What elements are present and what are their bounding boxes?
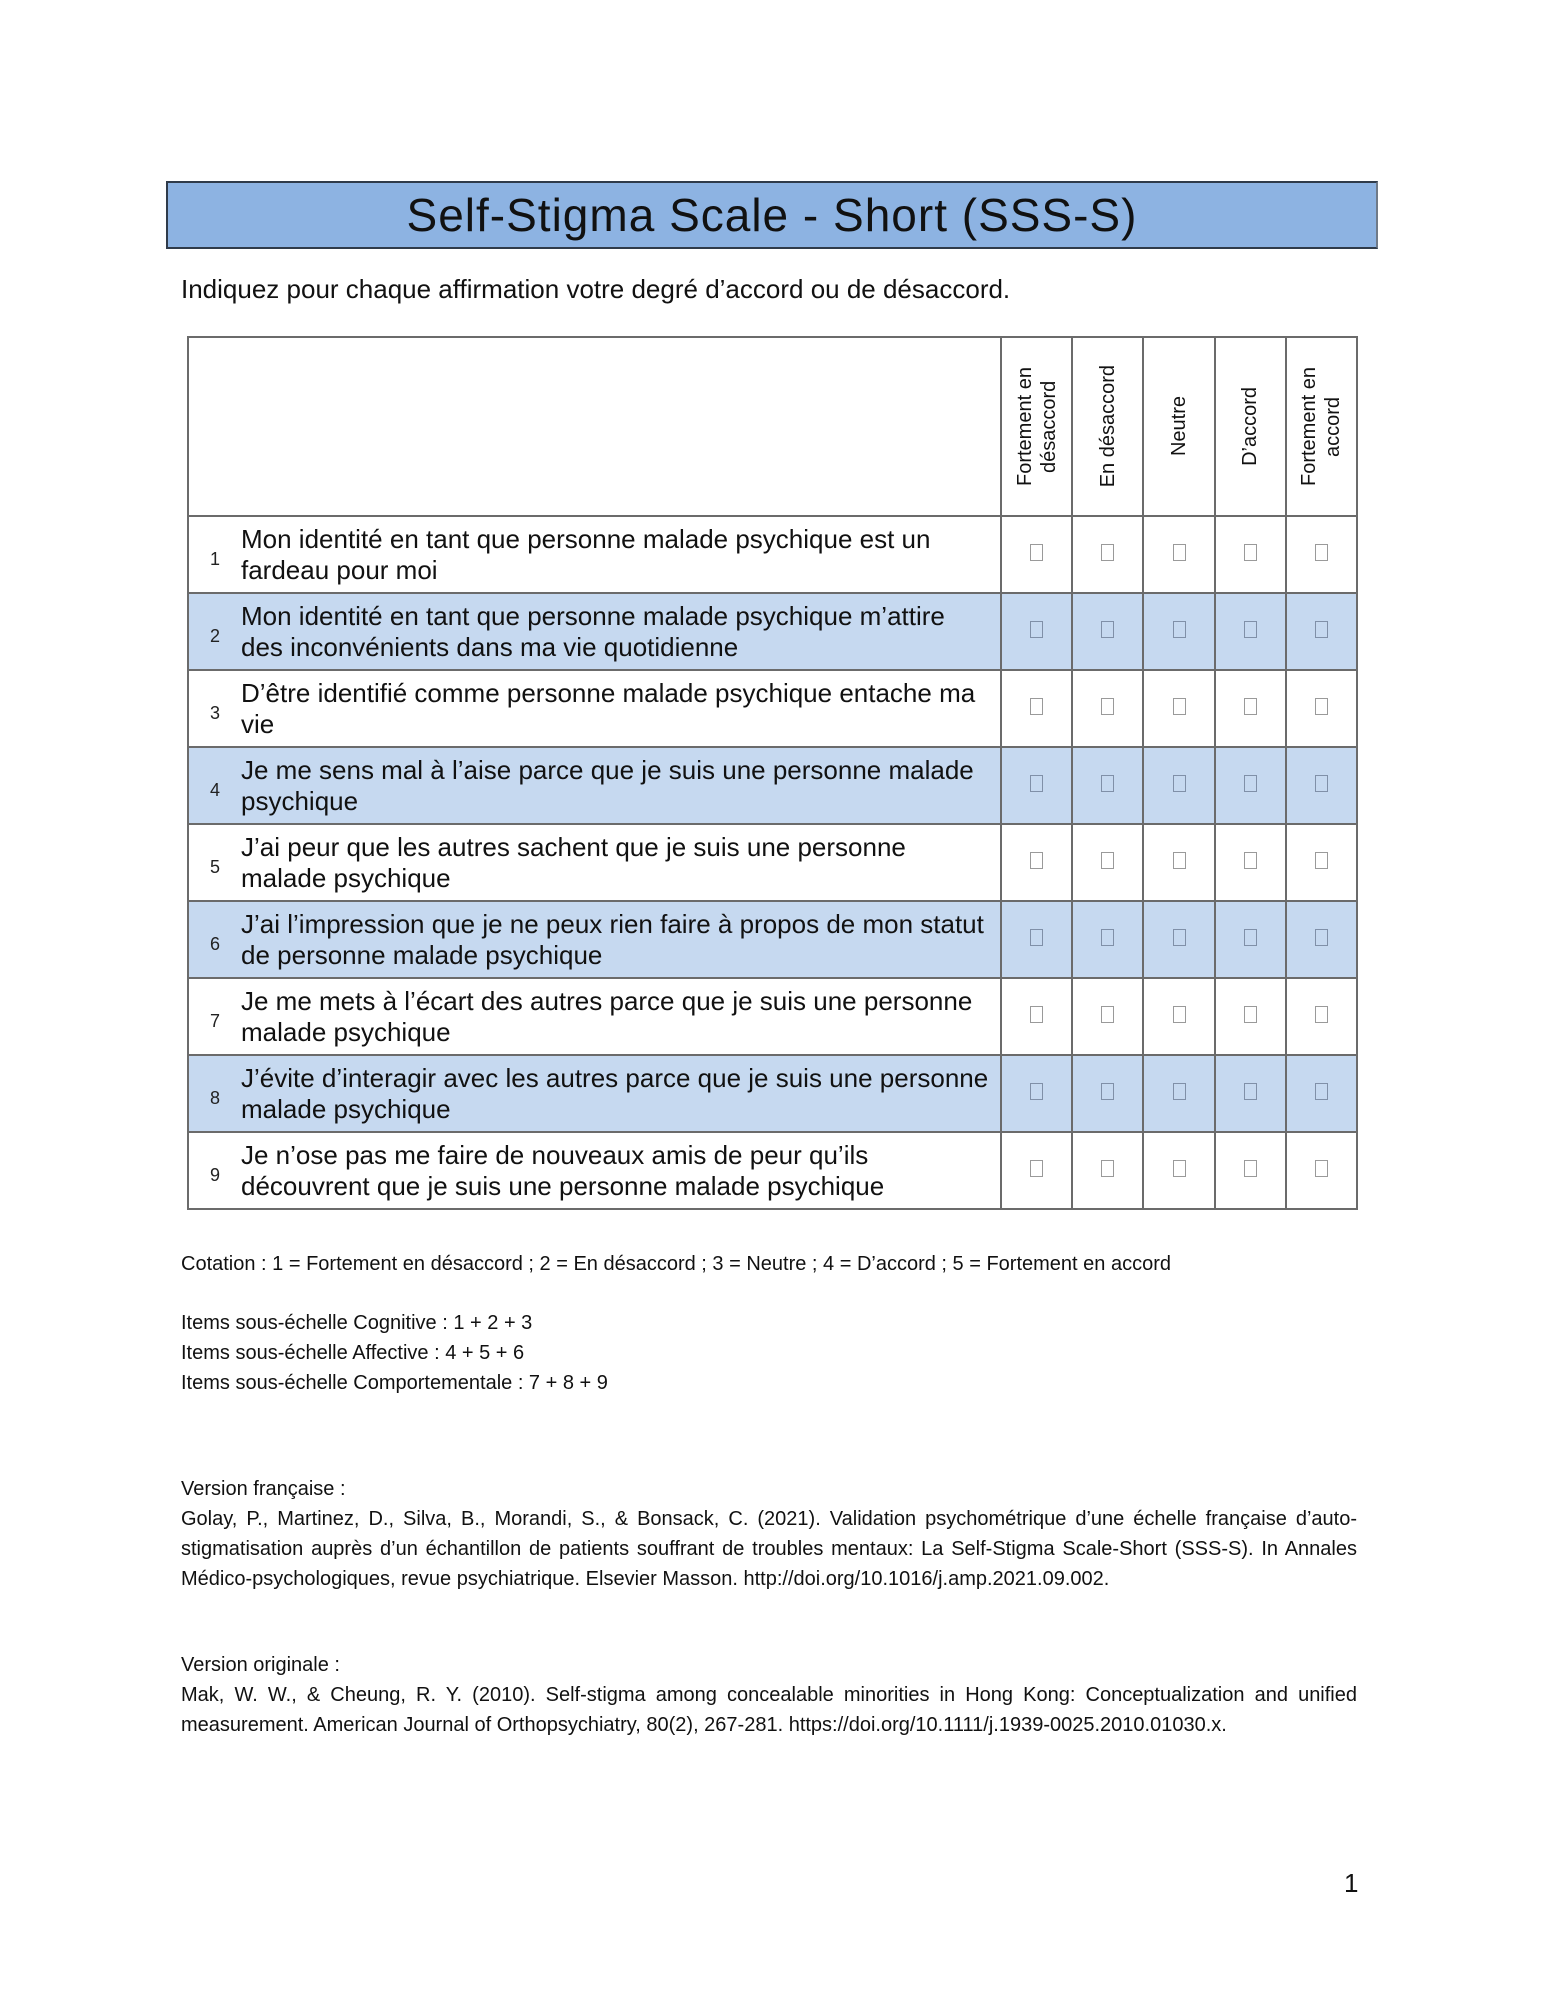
item-text: Je n’ose pas me faire de nouveaux amis de peur qu’ils découvrent que je suis une personne malade psychique — [241, 1139, 885, 1201]
checkbox-item8-option3[interactable] — [1173, 1083, 1186, 1100]
checkbox-item1-option1[interactable] — [1030, 544, 1043, 561]
page-title: Self-Stigma Scale - Short (SSS-S) — [406, 189, 1138, 241]
reference-original-label: Version originale : — [181, 1654, 340, 1676]
page-number: 1 — [1344, 1868, 1359, 1898]
checkbox-item9-option2[interactable] — [1101, 1160, 1114, 1177]
checkbox-item7-option4[interactable] — [1244, 1006, 1257, 1023]
checkbox-item7-option3[interactable] — [1173, 1006, 1186, 1023]
checkbox-item9-option5[interactable] — [1315, 1160, 1328, 1177]
checkbox-item2-option1[interactable] — [1030, 621, 1043, 638]
checkbox-item7-option2[interactable] — [1101, 1006, 1114, 1023]
checkbox-item5-option1[interactable] — [1030, 852, 1043, 869]
item-text: Je me sens mal à l’aise parce que je suis une personne malade psychique — [241, 754, 974, 816]
checkbox-item5-option2[interactable] — [1101, 852, 1114, 869]
checkbox-item8-option1[interactable] — [1030, 1083, 1043, 1100]
checkbox-item1-option2[interactable] — [1101, 544, 1114, 561]
item-text: Mon identité en tant que personne malade psychique m’attire des inconvénients dans ma vie quotidienne — [241, 600, 945, 662]
header-option-1: Fortement en désaccord — [1001, 337, 1072, 516]
checkbox-item8-option4[interactable] — [1244, 1083, 1257, 1100]
checkbox-item6-option5[interactable] — [1315, 929, 1328, 946]
header-option-5: Fortement en accord — [1286, 337, 1357, 516]
checkbox-item1-option5[interactable] — [1315, 544, 1328, 561]
checkbox-item2-option5[interactable] — [1315, 621, 1328, 638]
item-text: J’évite d’interagir avec les autres parce que je suis une personne malade psychique — [241, 1062, 989, 1124]
table-row — [188, 670, 1357, 747]
checkbox-item6-option1[interactable] — [1030, 929, 1043, 946]
subscale-behavioral: Items sous-échelle Comportementale : 7 + 8 + 9 — [181, 1372, 608, 1394]
checkbox-item8-option5[interactable] — [1315, 1083, 1328, 1100]
reference-original — [181, 1650, 1357, 1740]
checkbox-item3-option2[interactable] — [1101, 698, 1114, 715]
item-number: 8 — [209, 1088, 220, 1108]
table-row — [188, 516, 1357, 593]
item-number: 1 — [209, 549, 220, 569]
checkbox-item3-option1[interactable] — [1030, 698, 1043, 715]
checkbox-item2-option3[interactable] — [1173, 621, 1186, 638]
checkbox-item8-option2[interactable] — [1101, 1083, 1114, 1100]
checkbox-item3-option4[interactable] — [1244, 698, 1257, 715]
checkbox-item4-option4[interactable] — [1244, 775, 1257, 792]
checkbox-item9-option1[interactable] — [1030, 1160, 1043, 1177]
table-row — [188, 747, 1357, 824]
subscales-list — [181, 1308, 608, 1398]
item-number: 9 — [209, 1165, 220, 1185]
checkbox-item2-option4[interactable] — [1244, 621, 1257, 638]
instruction-text: Indiquez pour chaque affirmation votre degré d’accord ou de désaccord. — [181, 274, 1011, 304]
checkbox-item3-option3[interactable] — [1173, 698, 1186, 715]
item-number: 2 — [209, 626, 220, 646]
checkbox-item9-option4[interactable] — [1244, 1160, 1257, 1177]
header-option-3: Neutre — [1143, 337, 1214, 516]
table-row — [188, 824, 1357, 901]
title-box — [166, 181, 1378, 249]
scoring-legend: Cotation : 1 = Fortement en désaccord ; 2 = En désaccord ; 3 = Neutre ; 4 = D’accord ; 5 = Fortement en accord — [181, 1253, 1171, 1275]
checkbox-item6-option2[interactable] — [1101, 929, 1114, 946]
item-text: Mon identité en tant que personne malade psychique est un fardeau pour moi — [241, 523, 931, 585]
table-row — [188, 1132, 1357, 1209]
item-number: 6 — [209, 934, 220, 954]
header-item-blank — [188, 337, 1001, 516]
checkbox-item1-option3[interactable] — [1173, 544, 1186, 561]
checkbox-item5-option5[interactable] — [1315, 852, 1328, 869]
questionnaire-table — [187, 336, 1358, 1210]
checkbox-item2-option2[interactable] — [1101, 621, 1114, 638]
item-number: 5 — [209, 857, 220, 877]
checkbox-item7-option1[interactable] — [1030, 1006, 1043, 1023]
reference-french-label: Version française : — [181, 1478, 346, 1500]
subscale-cognitive: Items sous-échelle Cognitive : 1 + 2 + 3 — [181, 1312, 533, 1334]
item-text: J’ai l’impression que je ne peux rien faire à propos de mon statut de personne malade psychique — [241, 908, 984, 970]
reference-original-text: Mak, W. W., & Cheung, R. Y. (2010). Self-stigma among concealable minorities in Hong Kong: Conceptualization and unified measurement. American Journal of Orthopsychiatry, 80(2), 267-281. https://doi.org/10.1111/j.1939-0025.2010.01030.x. — [181, 1684, 1357, 1736]
header-row — [188, 337, 1357, 516]
checkbox-item9-option3[interactable] — [1173, 1160, 1186, 1177]
item-text: Je me mets à l’écart des autres parce que je suis une personne malade psychique — [241, 985, 973, 1047]
checkbox-item5-option4[interactable] — [1244, 852, 1257, 869]
table-row — [188, 593, 1357, 670]
checkbox-item4-option1[interactable] — [1030, 775, 1043, 792]
item-number: 4 — [209, 780, 220, 800]
checkbox-item4-option2[interactable] — [1101, 775, 1114, 792]
table-row — [188, 978, 1357, 1055]
table-row — [188, 1055, 1357, 1132]
checkbox-item5-option3[interactable] — [1173, 852, 1186, 869]
table-row — [188, 901, 1357, 978]
header-option-2: En désaccord — [1072, 337, 1143, 516]
item-text: J’ai peur que les autres sachent que je suis une personne malade psychique — [241, 831, 906, 893]
checkbox-item3-option5[interactable] — [1315, 698, 1328, 715]
checkbox-item1-option4[interactable] — [1244, 544, 1257, 561]
reference-french — [181, 1474, 1357, 1594]
subscale-affective: Items sous-échelle Affective : 4 + 5 + 6 — [181, 1342, 525, 1364]
checkbox-item4-option3[interactable] — [1173, 775, 1186, 792]
checkbox-item4-option5[interactable] — [1315, 775, 1328, 792]
checkbox-item6-option3[interactable] — [1173, 929, 1186, 946]
item-text: D’être identifié comme personne malade psychique entache ma vie — [241, 677, 976, 739]
reference-french-text: Golay, P., Martinez, D., Silva, B., Morandi, S., & Bonsack, C. (2021). Validation psychométrique d’une échelle française d’auto-stigmatisation auprès d’un échantillon de patients souffrant de troubles mentaux: La Self-Stigma Scale-Short (SSS-S). In Annales Médico-psychologiques, revue psychiatrique. Elsevier Masson. http://doi.org/10.1016/j.amp.2021.09.002. — [181, 1508, 1357, 1590]
item-number: 3 — [209, 703, 220, 723]
checkbox-item6-option4[interactable] — [1244, 929, 1257, 946]
header-option-4: D’accord — [1215, 337, 1286, 516]
checkbox-item7-option5[interactable] — [1315, 1006, 1328, 1023]
item-number: 7 — [209, 1011, 220, 1031]
